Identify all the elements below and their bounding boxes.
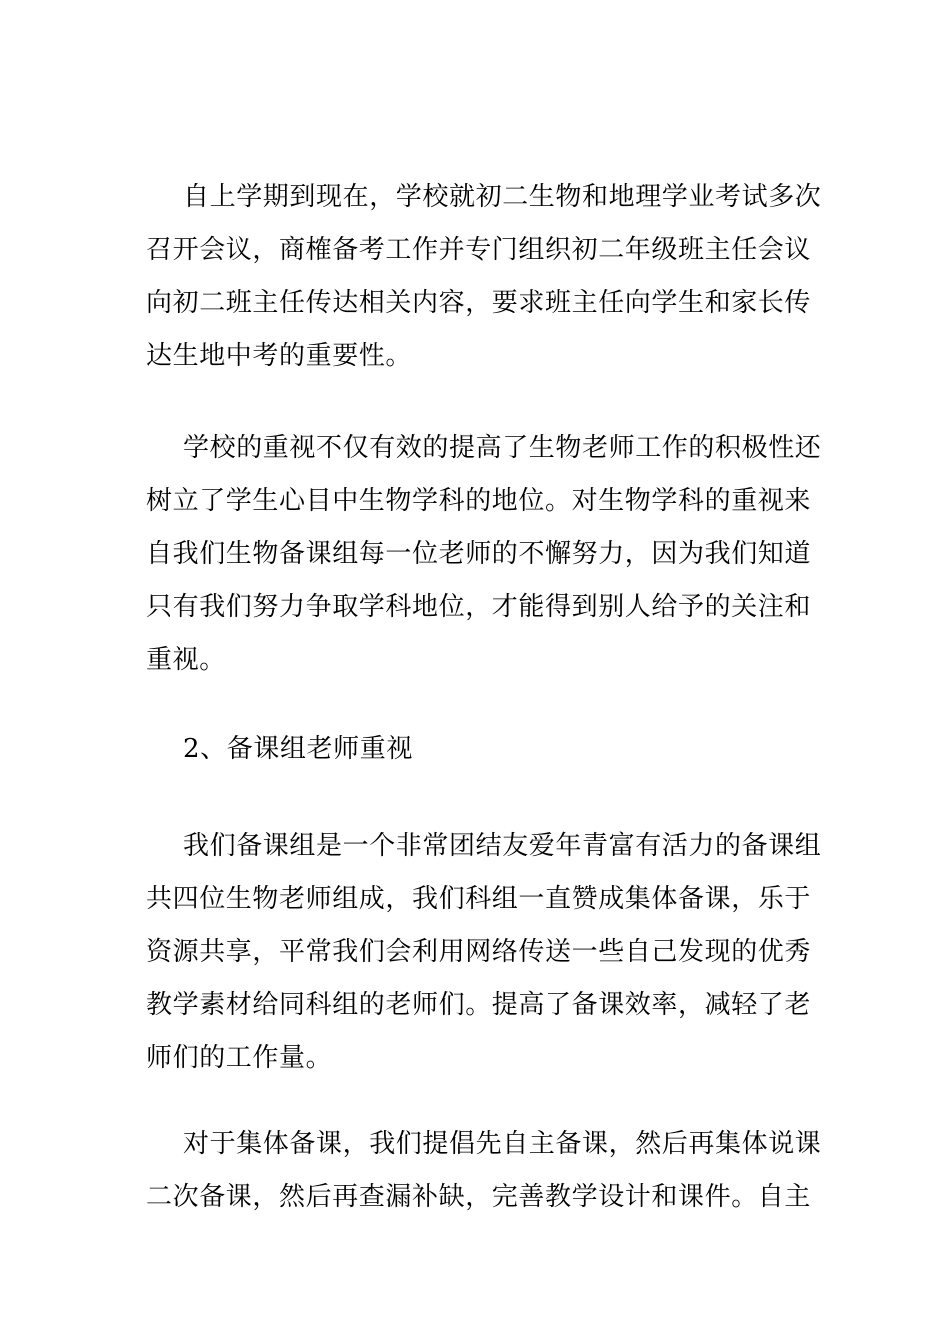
paragraph-3-line-2: 共四位生物老师组成，我们科组一直赞成集体备课，乐于 (146, 884, 812, 914)
paragraph-1-line-3: 向初二班主任传达相关内容，要求班主任向学生和家长传 (146, 288, 812, 318)
paragraph-2-line-1: 学校的重视不仅有效的提高了生物老师工作的积极性还 (183, 433, 822, 463)
paragraph-4-line-1: 对于集体备课，我们提倡先自主备课，然后再集体说课 (183, 1129, 822, 1159)
paragraph-1-line-1: 自上学期到现在，学校就初二生物和地理学业考试多次 (183, 182, 822, 212)
paragraph-3-line-4: 教学素材给同科组的老师们。提高了备课效率，减轻了老 (146, 990, 812, 1020)
paragraph-1-line-2: 召开会议，商榷备考工作并专门组织初二年级班主任会议 (146, 235, 812, 265)
paragraph-2-line-3: 自我们生物备课组每一位老师的不懈努力，因为我们知道 (146, 539, 812, 569)
paragraph-3-line-1: 我们备课组是一个非常团结友爱年青富有活力的备课组 (183, 831, 822, 861)
paragraph-3-line-5: 师们的工作量。 (146, 1043, 333, 1073)
paragraph-4-line-2: 二次备课，然后再查漏补缺，完善教学设计和课件。自主 (146, 1182, 812, 1212)
paragraph-2-line-5: 重视。 (146, 645, 226, 675)
paragraph-2-line-2: 树立了学生心目中生物学科的地位。对生物学科的重视来 (146, 486, 812, 516)
paragraph-3-line-3: 资源共享，平常我们会利用网络传送一些自己发现的优秀 (146, 937, 812, 967)
paragraph-2-line-4: 只有我们努力争取学科地位，才能得到别人给予的关注和 (146, 592, 812, 622)
paragraph-1-line-4: 达生地中考的重要性。 (146, 341, 413, 371)
section-heading: 2、备课组老师重视 (183, 734, 413, 764)
